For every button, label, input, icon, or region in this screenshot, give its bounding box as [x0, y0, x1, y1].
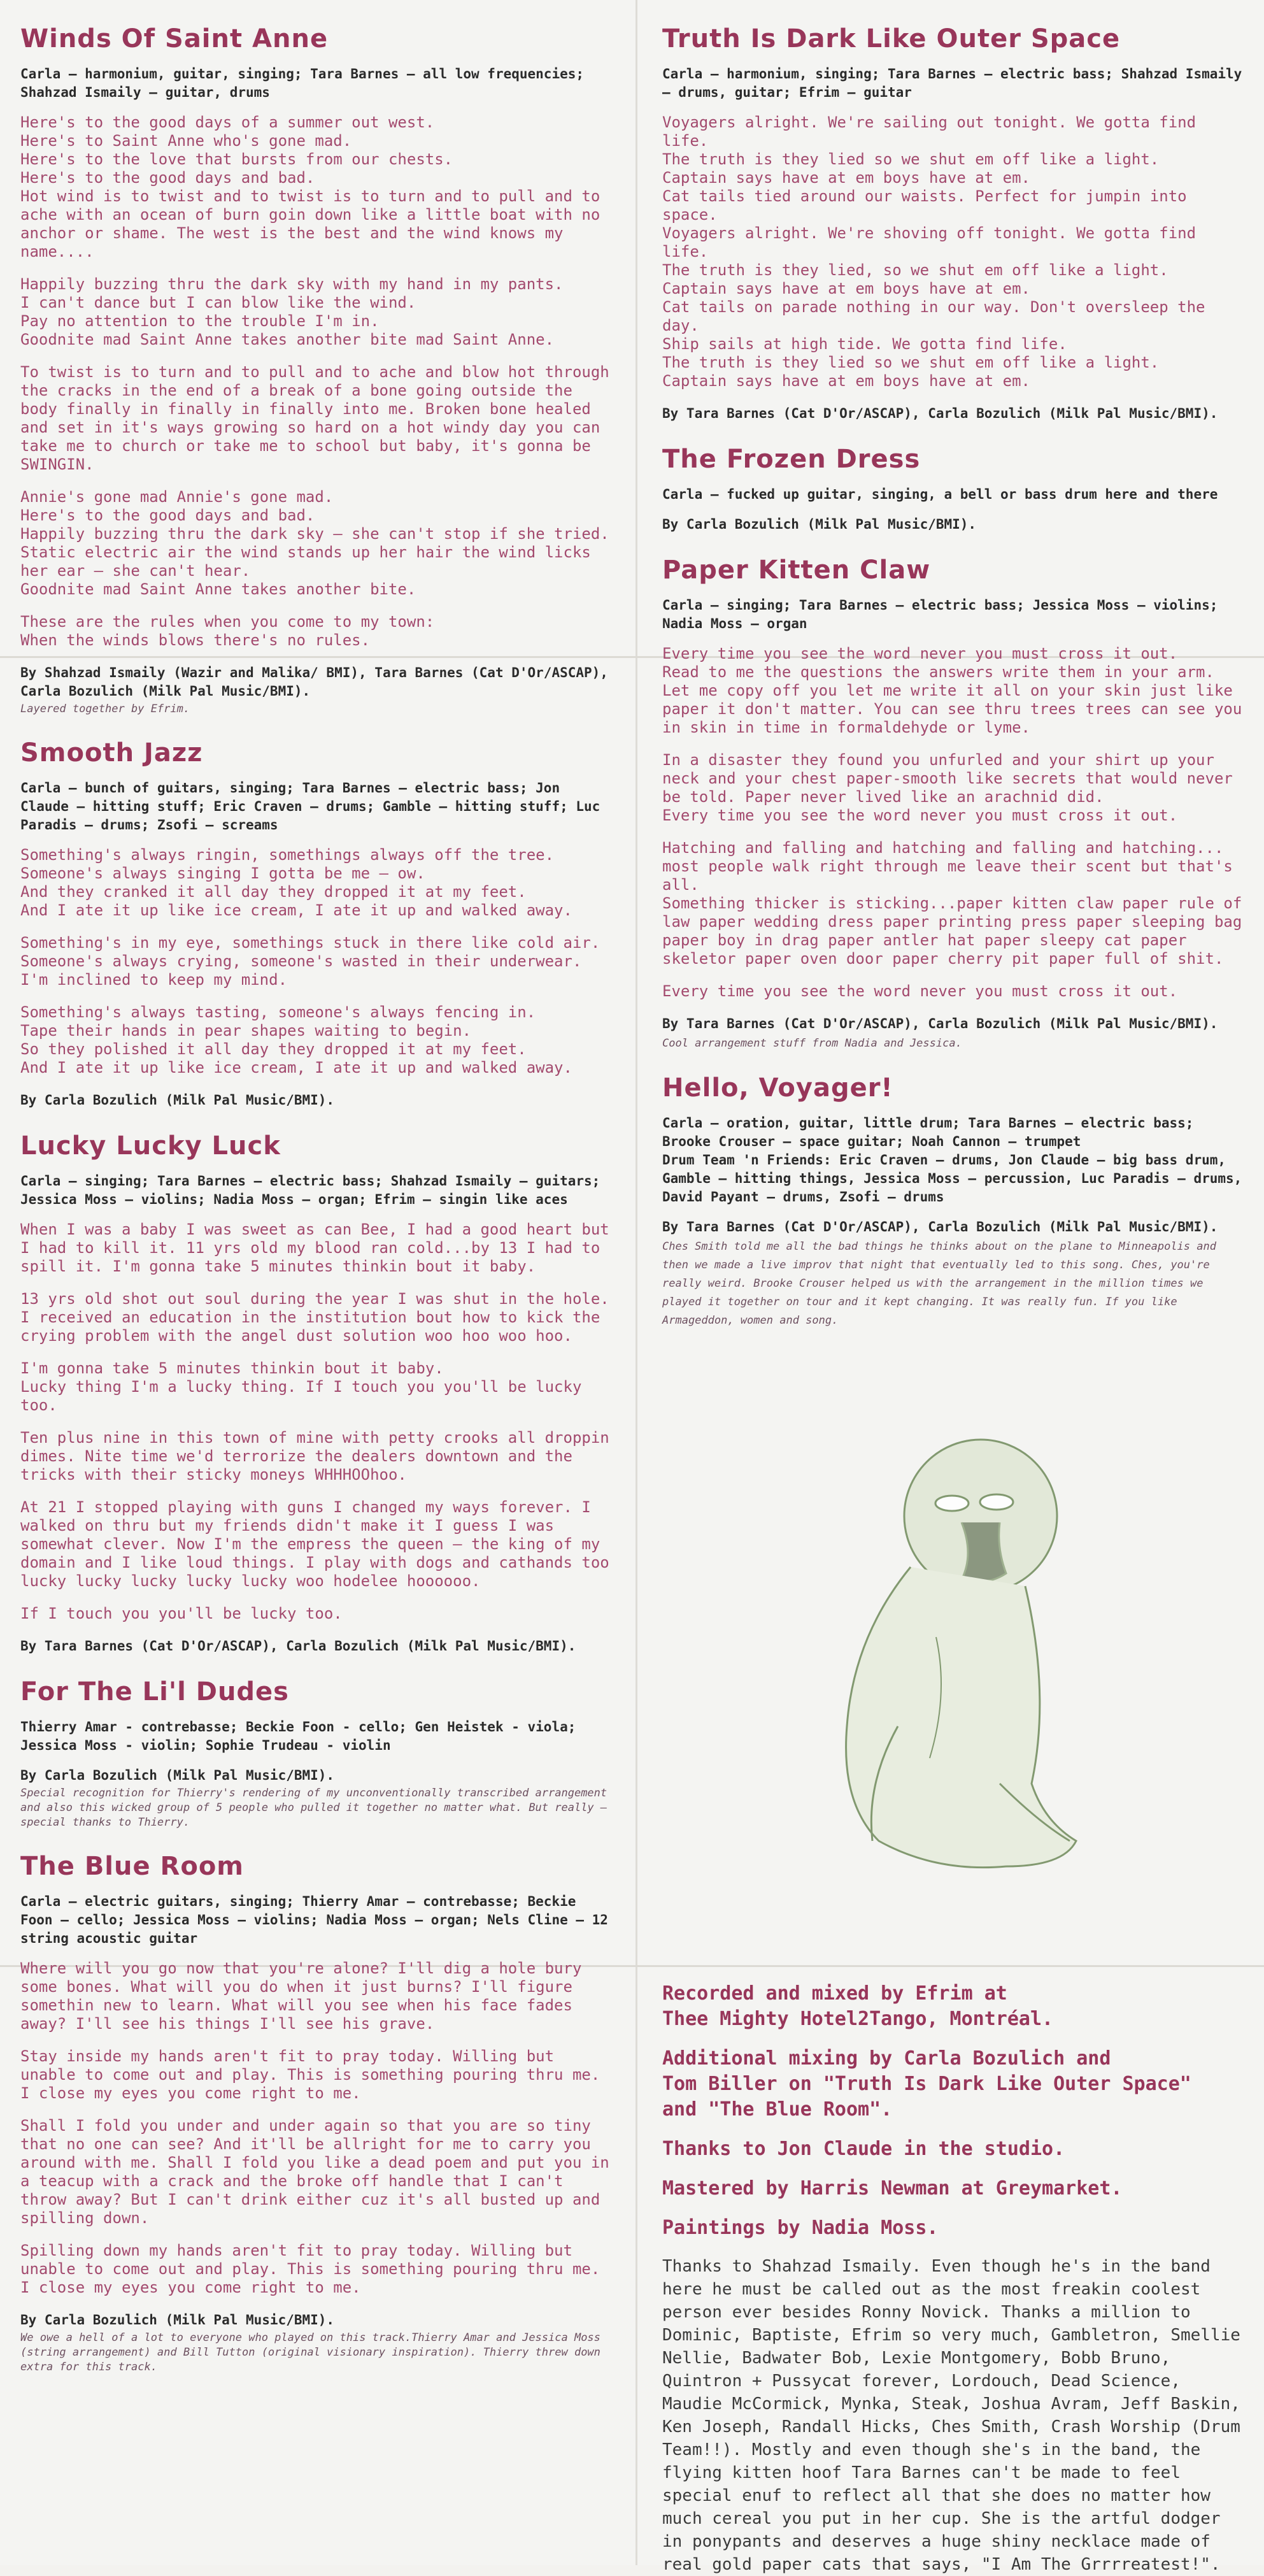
publishing-credit: By Carla Bozulich (Milk Pal Music/BMI). — [20, 1768, 335, 1783]
song-title: Paper Kitten Claw — [662, 555, 931, 585]
song-the-blue-room — [20, 1852, 614, 2375]
mastering-credit: Mastered by Harris Newman at Greymarket. — [662, 2177, 1123, 2200]
song-note: Cool arrangement stuff from Nadia and Jessica. — [662, 1037, 962, 1050]
lyric-stanza: Shall I fold you under and under again so that you are so tiny that no one can see? And it'll be allright for me to carry you around with me. Shall I fold you like a dead poem and put you in a teacup with a crack and the broke off handle that I can't throw away? But I can't drink either cuz it's all busted up and spilling down. — [20, 2117, 609, 2227]
song-lucky-lucky-luck — [20, 1131, 614, 1656]
lyric-stanza: Something's always tasting, someone's always fencing in. Tape their hands in pear shapes waiting to begin. So they polished it all day they dropped it at my feet. And I ate it up like ice cream, I ate it up and walked away. — [20, 1003, 572, 1077]
paintings-credit: Paintings by Nadia Moss. — [662, 2217, 939, 2239]
song-credits: Carla – singing; Tara Barnes – electric bass; Shahzad Ismaily – guitars; Jessica Moss – violins; Nadia Moss – organ; Efrim – singin like aces — [20, 1173, 600, 1207]
song-credits: Carla – electric guitars, singing; Thierry Amar – contrebasse; Beckie Foon – cello; Jessica Moss – violins; Nadia Moss – organ; Nels Cline – 12 string acoustic guitar — [20, 1894, 608, 1946]
recorded-credit: Recorded and mixed by Efrim at Thee Mighty Hotel2Tango, Montréal. — [662, 1982, 1054, 2030]
song-title: The Frozen Dress — [662, 445, 921, 474]
song-title: For The Li'l Dudes — [20, 1677, 289, 1707]
lyric-stanza: Stay inside my hands aren't fit to pray today. Willing but unable to come out and play. This is something pouring thru me. I close my eyes you come right to me. — [20, 2047, 600, 2102]
studio-thanks: Thanks to Jon Claude in the studio. — [662, 2138, 1065, 2160]
publishing-credit: By Carla Bozulich (Milk Pal Music/BMI). — [20, 1092, 335, 1108]
publishing-credit: By Shahzad Ismaily (Wazir and Malika/ BMI), Tara Barnes (Cat D'Or/ASCAP), Carla Bozulich (Milk Pal Music/BMI). — [20, 665, 608, 699]
right-column — [637, 0, 1264, 1350]
lyric-stanza: Annie's gone mad Annie's gone mad. Here's to the good days and bad. Happily buzzing thru the dark sky – she can't stop if she tried. Static electric air the wind stands up her hair the wind licks her ear – she can't hear. Goodnite mad Saint Anne takes another bite. — [20, 488, 609, 598]
publishing-credit — [662, 1218, 1244, 1329]
publishing-credit: By Carla Bozulich (Milk Pal Music/BMI). — [20, 2312, 335, 2328]
lyric-stanza: These are the rules when you come to my town: When the winds blows there's no rules. — [20, 613, 435, 649]
song-credits: Carla – oration, guitar, little drum; Tara Barnes – electric bass; Brooke Crouser – space guitar; Noah Cannon – trumpet Drum Team 'n Friends: Eric Craven – drums, Jon Claude – big bass drum, Gamble – hitting things, Jessica Moss – percussion, Luc Paradis – drums, David Payant – drums, Zsofi – drums — [662, 1115, 1242, 1205]
song-smooth-jazz — [20, 738, 614, 1110]
song-note: Ches Smith told me all the bad things he thinks about on the plane to Minneapolis and then we made a live improv that night that eventually led to this song. Ches, you're really weird. Brooke Crouser helped us with the arrangement in the million times we played it together on tour and it kept changing. It was really fun. If you like Armageddon, women and song. — [662, 1240, 1216, 1327]
lyric-stanza: I'm gonna take 5 minutes thinkin bout it baby. Lucky thing I'm a lucky thing. If I touch you you'll be lucky too. — [20, 1359, 582, 1414]
song-note: Layered together by Efrim. — [20, 703, 190, 715]
lyric-stanza: Something's always ringin, somethings always off the tree. Someone's always singing I gotta be me – ow. And they cranked it all day they dropped it at my feet. And I ate it up like ice cream, I ate it up and walked away. — [20, 846, 572, 919]
song-hello-voyager — [662, 1073, 1244, 1329]
song-truth-is-dark — [662, 24, 1244, 423]
lyric-stanza: Hatching and falling and hatching and falling and hatching... most people walk right through me leave their scent but that's all. Something thicker is sticking...paper kitten claw paper rule of law paper wedding dress paper printing press paper sleeping bag paper boy in drag paper antler hat paper sleepy cat paper skeletor paper oven door paper cherry pit paper full of shit. — [662, 839, 1242, 968]
publishing-credit: By Tara Barnes (Cat D'Or/ASCAP), Carla Bozulich (Milk Pal Music/BMI). — [20, 1638, 576, 1654]
painting-eye-left — [935, 1496, 969, 1511]
painting-mouth — [962, 1522, 1006, 1582]
publishing-credit: By Carla Bozulich (Milk Pal Music/BMI). — [662, 517, 977, 532]
painting-eye-right — [980, 1494, 1013, 1510]
lyric-stanza: Here's to the good days of a summer out west. Here's to Saint Anne who's gone mad. Here's to the love that bursts from our chests. Here's to the good days and bad. Hot wind is to twist and to twist is to turn and to pull and to ache with an ocean of burn goin down like a little boat with no anchor or shame. The west is the best and the wind knows my name.... — [20, 113, 600, 261]
lyric-stanza: Something's in my eye, somethings stuck in there like cold air. Someone's always crying, someone's wasted in their underwear. I'm inclined to keep my mind. — [20, 934, 600, 989]
lyric-stanza: Every time you see the word never you must cross it out. — [662, 982, 1178, 1000]
song-title: Hello, Voyager! — [662, 1073, 893, 1103]
lyric-stanza: Spilling down my hands aren't fit to pray today. Willing but unable to come out and play. This is something pouring thru me. I close my eyes you come right to me. — [20, 2242, 600, 2296]
lyric-stanza: Ten plus nine in this town of mine with petty crooks all droppin dimes. Nite time we'd terrorize the dealers downtown and the tricks with their sticky moneys WHHHOOhoo. — [20, 1429, 609, 1484]
song-paper-kitten-claw — [662, 555, 1244, 1052]
lyric-stanza: Where will you go now that you're alone? I'll dig a hole bury some bones. What will you do when it just burns? I'll figure somethin new to learn. What will you see when his face fades away? I'll see his things I'll see his grave. — [20, 1959, 582, 2033]
lyric-stanza: Happily buzzing thru the dark sky with my hand in my pants. I can't dance but I can blow like the wind. Pay no attention to the trouble I'm in. Goodnite mad Saint Anne takes another bite mad Saint Anne. — [20, 275, 564, 348]
song-for-the-lil-dudes — [20, 1677, 614, 1830]
lyric-stanza: Voyagers alright. We're sailing out tonight. We gotta find life. The truth is they lied so we shut em off like a light. Captain says have at em boys have at em. Cat tails tied around our waists. Perfect for jumpin into space. Voyagers alright. We're shoving off tonight. We gotta find life. The truth is they lied, so we shut em off like a light. Captain says have at em boys have at em. Cat tails on parade nothing in our way. Don't oversleep the day. Ship sails at high tide. We gotta find life. The truth is they lied so we shut em off like a light. Captain says have at em boys have at em. — [662, 113, 1205, 390]
left-column — [0, 0, 637, 2396]
song-winds-of-saint-anne — [20, 24, 614, 717]
painting-figure — [770, 1427, 1102, 1898]
song-note: Special recognition for Thierry's rendering of my unconventionally transcribed arrangement and also this wicked group of 5 people who pulled it together no matter what. But really – special thanks to Thierry. — [20, 1787, 607, 1829]
song-credits: Carla – harmonium, guitar, singing; Tara Barnes – all low frequencies; Shahzad Ismaily – guitar, drums — [20, 66, 585, 100]
song-note: We owe a hell of a lot to everyone who played on this track.Thierry Amar and Jessica Moss (string arrangement) and Bill Tutton (original visionary inspiration). Thierry threw down extra for this track. — [20, 2331, 600, 2373]
song-title: Smooth Jazz — [20, 738, 203, 768]
production-credits — [662, 1981, 1248, 2576]
lyric-stanza: If I touch you you'll be lucky too. — [20, 1605, 343, 1622]
publishing-credit: By Tara Barnes (Cat D'Or/ASCAP), Carla Bozulich (Milk Pal Music/BMI). — [662, 406, 1218, 421]
lyric-stanza: At 21 I stopped playing with guns I changed my ways forever. I walked on thru but my friends didn't make it I guess I was somewhat clever. Now I'm the empress the queen – the king of my domain and I like loud things. I play with dogs and cathands too lucky lucky lucky lucky lucky woo hodelee hoooooo. — [20, 1498, 609, 1590]
song-credits: Carla – bunch of guitars, singing; Tara Barnes – electric bass; Jon Claude – hitting stuff; Eric Craven – drums; Gamble – hitting stuff; Luc Paradis – drums; Zsofi – screams — [20, 780, 600, 833]
song-credits: Carla – harmonium, singing; Tara Barnes – electric bass; Shahzad Ismaily – drums, guitar; Efrim – guitar — [662, 66, 1242, 100]
lyric-stanza: When I was a baby I was sweet as can Bee, I had a good heart but I had to kill it. 11 yrs old my blood ran cold...by 13 I had to spill it. I'm gonna take 5 minutes thinkin bout it baby. — [20, 1220, 609, 1275]
song-credits: Carla – fucked up guitar, singing, a bell or bass drum here and there — [662, 487, 1218, 502]
song-title: Truth Is Dark Like Outer Space — [662, 24, 1121, 54]
publisher-text: By Tara Barnes (Cat D'Or/ASCAP), Carla Bozulich (Milk Pal Music/BMI). — [662, 1219, 1218, 1234]
publisher-text: By Tara Barnes (Cat D'Or/ASCAP), Carla Bozulich (Milk Pal Music/BMI). — [662, 1016, 1218, 1031]
song-credits: Carla – singing; Tara Barnes – electric bass; Jessica Moss – violins; Nadia Moss – organ — [662, 597, 1218, 631]
lyric-stanza: 13 yrs old shot out soul during the year I was shut in the hole. I received an education in the institution bout how to kick the crying problem with the angel dust solution woo hoo woo hoo. — [20, 1290, 609, 1345]
song-the-frozen-dress — [662, 445, 1244, 534]
song-title: Lucky Lucky Luck — [20, 1131, 281, 1161]
lyric-stanza: To twist is to turn and to pull and to ache and blow hot through the cracks in the end of a break of a bone going outside the body finally in finally in finally into me. Broken bone healed and set in it's ways growing so hard on a hot windy day you can take me to church or take me to school but baby, it's gonna be SWINGIN. — [20, 363, 609, 473]
mixing-credit: Additional mixing by Carla Bozulich and Tom Biller on "Truth Is Dark Like Outer Space" and "The Blue Room". — [662, 2047, 1191, 2121]
song-credits: Thierry Amar - contrebasse; Beckie Foon - cello; Gen Heistek - viola; Jessica Moss - violin; Sophie Trudeau - violin — [20, 1719, 576, 1753]
lyric-stanza: Every time you see the word never you must cross it out. Read to me the questions the answers write them in your arm. Let me copy off you let me write it all on your skin just like paper it don't matter. You can see thru trees trees can see you in skin in time in formaldehyde or lyme. — [662, 645, 1242, 736]
song-title: The Blue Room — [20, 1852, 244, 1881]
song-title: Winds Of Saint Anne — [20, 24, 329, 54]
thanks-paragraph: Thanks to Shahzad Ismaily. Even though he's in the band here he must be called out as the most freakin coolest person ever besides Ronny Novick. Thanks a million to Dominic, Baptiste, Efrim so very much, Gambletron, Smellie Nellie, Badwater Bob, Lexie Montgomery, Bobb Bruno, Quintron + Pussycat forever, Lordouch, Dead Science, Maudie McCormick, Mynka, Steak, Joshua Avram, Jeff Baskin, Ken Joseph, Randall Hicks, Ches Smith, Crash Worship (Drum Team!!). Mostly and even though she's in the band, the flying kitten hoof Tara Barnes can't be made to feel special enuf to reflect all that she does no matter how much cereal you put in her cup. She is the artful dodger in ponypants and deserves a huge shiny necklace made of real gold paper cats that says, "I Am The Grrrreatest!". — [662, 2257, 1240, 2574]
lyric-stanza: In a disaster they found you unfurled and your shirt up your neck and your chest paper-smooth like secrets that would never be told. Paper never lived like an arachnid did. Every time you see the word never you must cross it out. — [662, 751, 1233, 824]
publishing-credit — [662, 1015, 1244, 1052]
